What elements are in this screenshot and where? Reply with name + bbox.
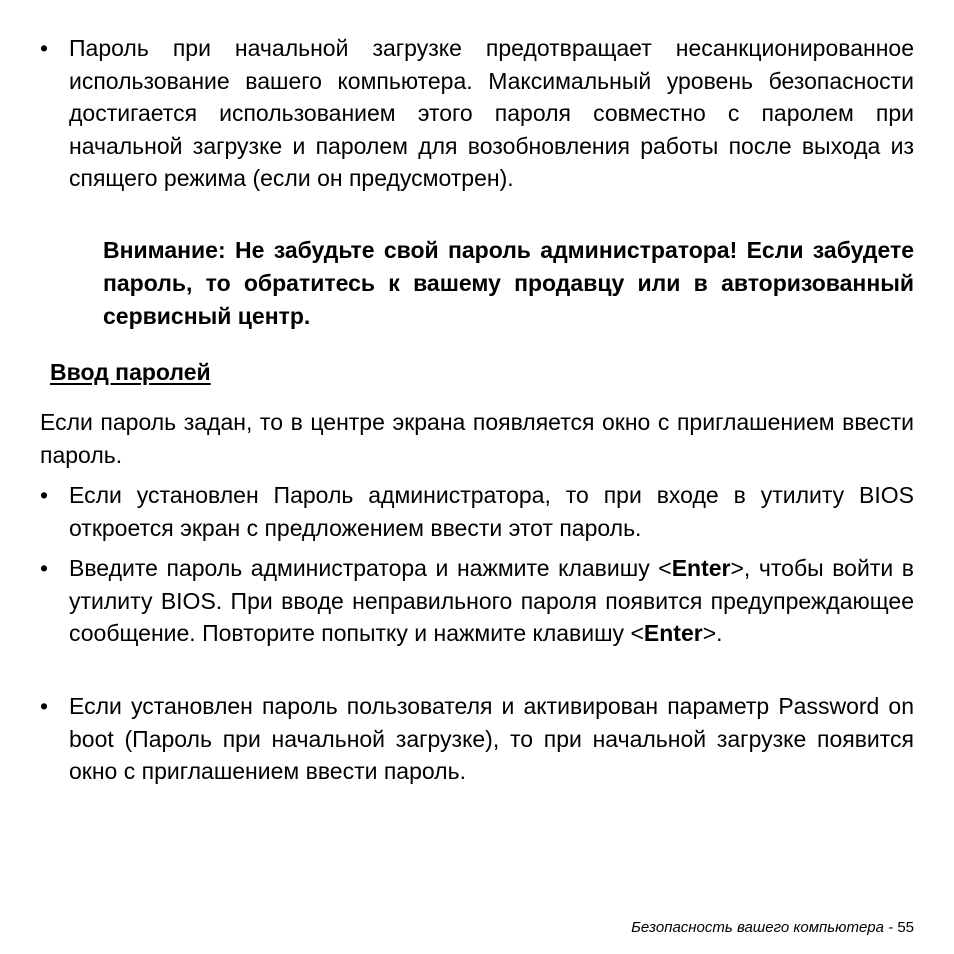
- bullet-boot-password: [40, 32, 914, 195]
- bullet-marker: •: [40, 555, 49, 581]
- bullet-text: Если установлен пароль пользователя и активирован параметр Password on boot (Пароль при начальной загрузке), то при начальной загрузке появится окно с приглашением ввести пароль.: [69, 693, 914, 785]
- bullet-text: Пароль при начальной загрузке предотвращает несанкционированное использование вашего компьютера. Максимальный уровень безопасности достигается использованием этого пароля совместно с паролем при начальной загрузке и паролем для возобновления работы после выхода из спящего режима (если он предусмотрен).: [69, 35, 914, 192]
- text-part: >, чтобы войти в утилиту BIOS. При вводе неправильного пароля появится предупреждающее сообщение. Повторите попытку и нажмите клавишу <: [69, 555, 914, 647]
- footer-title: Безопасность вашего компьютера -: [631, 919, 898, 936]
- warning-note: Внимание: Не забудьте свой пароль администратора! Если забудете пароль, то обратитесь к вашему продавцу или в авторизованный сервисный центр.: [103, 237, 914, 329]
- bullet-marker: •: [40, 482, 49, 508]
- text-part: >.: [702, 620, 723, 647]
- page-number: 55: [897, 919, 914, 936]
- section-heading: Ввод паролей: [50, 359, 211, 385]
- bullet-user-password: [40, 690, 914, 788]
- section-intro: Если пароль задан, то в центре экрана появляется окно с приглашением ввести пароль.: [40, 409, 914, 468]
- enter-key-label: Enter: [671, 555, 731, 581]
- enter-key-label: Enter: [643, 620, 703, 647]
- page-footer: [631, 918, 914, 938]
- bullet-marker: •: [40, 35, 49, 61]
- bullet-marker: •: [40, 693, 49, 719]
- bullet-enter-password: [40, 552, 914, 650]
- bullet-text: [69, 552, 914, 650]
- bullet-text: Если установлен Пароль администратора, то при входе в утилиту BIOS откроется экран с предложением ввести этот пароль.: [69, 482, 914, 541]
- text-part: Введите пароль администратора и нажмите клавишу <: [69, 555, 672, 581]
- bullet-admin-password: [40, 479, 914, 544]
